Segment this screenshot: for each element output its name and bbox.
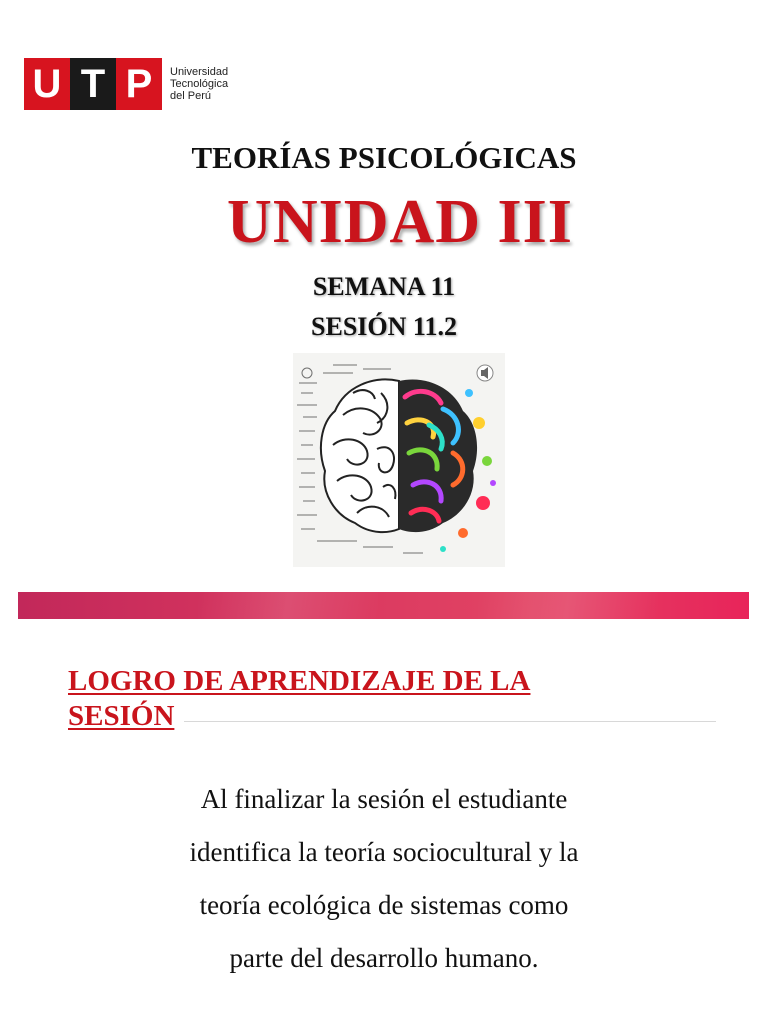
course-title: TEORÍAS PSICOLÓGICAS bbox=[191, 140, 577, 175]
logo-mark bbox=[24, 58, 162, 110]
goal-text-line: parte del desarrollo humano. bbox=[229, 943, 539, 973]
divider-line bbox=[184, 721, 716, 722]
logo-name-line: del Perú bbox=[170, 90, 211, 102]
logo-university-name bbox=[170, 66, 228, 102]
learning-goal-heading bbox=[68, 664, 530, 734]
goal-text-line: Al finalizar la sesión el estudiante bbox=[200, 784, 568, 814]
goal-text-line: identifica la teoría sociocultural y la bbox=[189, 837, 579, 867]
logo-letter-t: T bbox=[70, 58, 116, 110]
logo-name-line: Tecnológica bbox=[170, 78, 229, 90]
week-label: SEMANA 11 bbox=[312, 272, 456, 301]
goal-heading-line: LOGRO DE APRENDIZAJE DE LA bbox=[68, 665, 531, 697]
logo-letter-p: P bbox=[116, 58, 162, 110]
logo-name-line: Universidad bbox=[170, 66, 229, 78]
learning-goal-text bbox=[0, 776, 768, 988]
session-label: SESIÓN 11.2 bbox=[311, 312, 457, 341]
brain-illustration-icon bbox=[293, 353, 505, 567]
utp-logo bbox=[24, 58, 228, 110]
goal-text-line: teoría ecológica de sistemas como bbox=[199, 890, 569, 920]
decorative-banner bbox=[18, 592, 749, 619]
logo-letter-u: U bbox=[24, 58, 70, 110]
banner-shine bbox=[198, 592, 378, 619]
goal-heading-line: SESIÓN bbox=[68, 700, 175, 732]
banner-shine bbox=[478, 592, 658, 619]
unit-title: UNIDAD III bbox=[227, 188, 573, 256]
